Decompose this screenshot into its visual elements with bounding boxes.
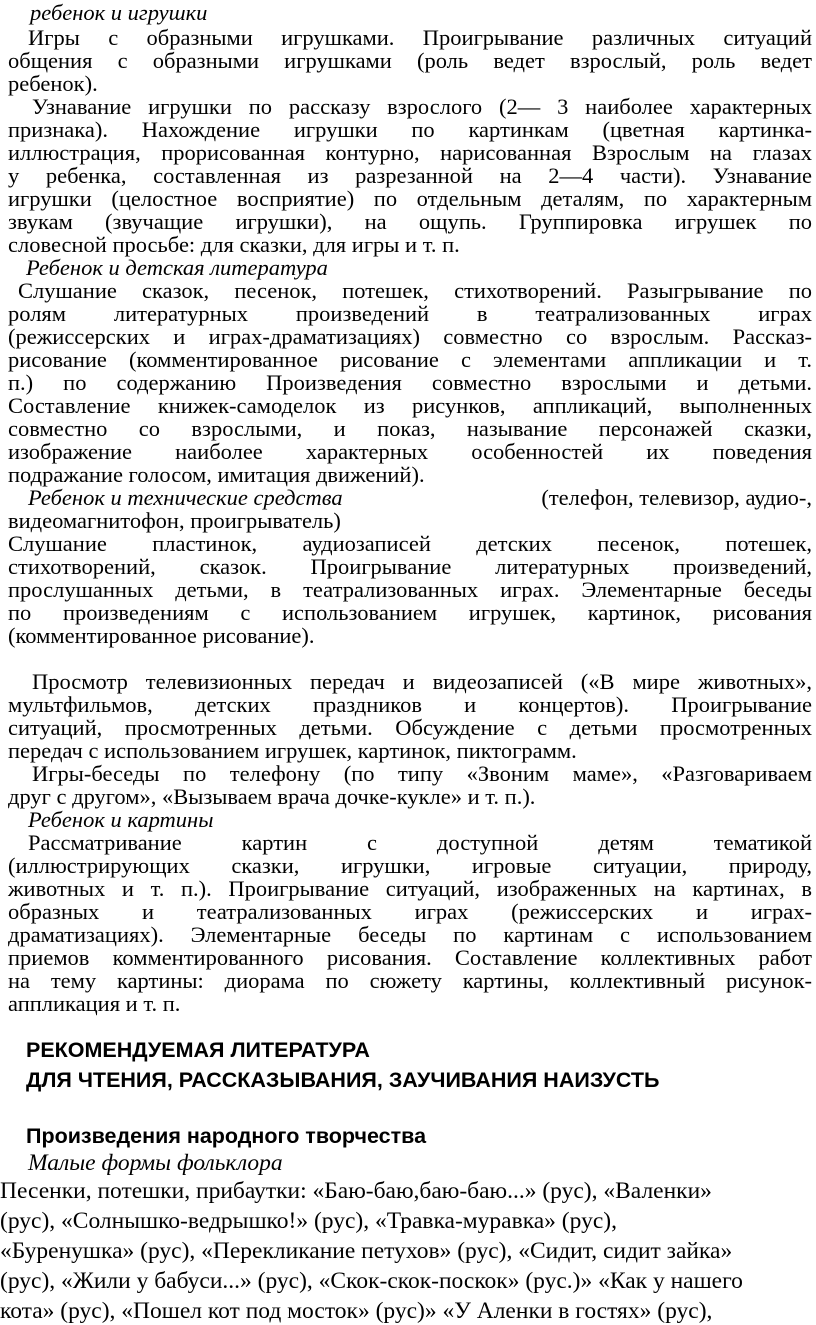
paragraph-line: ситуаций, просмотренных детьми. Обсуждение с детьми просмотренных [8,715,812,740]
paragraph-line: видеомагнитофон, проигрыватель) [8,508,341,533]
paragraph-line: образных и театрализованных играх (режиссерских и играх- [8,899,812,924]
paragraph-line: Слушание пластинок, аудиозаписей детских песенок, потешек, [8,531,812,556]
paragraph-line: иллюстрация, прорисованная контурно, нарисованная Взрослым на глазах [8,140,812,165]
paragraph-line: признака). Нахождение игрушки по картинкам (цветная картинка- [8,117,812,142]
paragraph-line: прослушанных детьми, в театрализованных играх. Элементарные беседы [8,577,812,602]
paragraph-line: Слушание сказок, песенок, потешек, стихотворений. Разыгрывание по [18,278,812,303]
paragraph-line: (иллюстрирующих сказки, игрушки, игровые ситуации, природу, [8,853,812,878]
paragraph-line: ребенок). [8,71,98,96]
paragraph-line: Игры-беседы по телефону (по типу «Звоним маме», «Разговариваем [32,761,812,786]
paragraph-line: Рассматривание картин с доступной детям тематикой [28,830,812,855]
section-heading-toys: ребенок и игрушки [30,0,208,25]
paragraph-line: друг с другом», «Вызываем врача дочке-кукле» и т. п.). [8,784,536,809]
paragraph-line: общения с образными игрушками (роль ведет взрослый, роль ведет [8,48,812,73]
paragraph-line: совместно со взрослыми, и показ, называние персонажей сказки, [8,416,812,441]
recommended-title-line1: РЕКОМЕНДУЕМАЯ ЛИТЕРАТУРА [26,1038,370,1062]
list-line: (рус), «Жили у бабуси...» (рус), «Скок-скок-поскок» (рус.)» «Как у нашего [0,1268,743,1294]
paragraph-line: изображение наиболее характерных особенностей их поведения [8,439,812,464]
paragraph-line: Просмотр телевизионных передач и видеозаписей («В мире животных», [32,669,812,694]
list-line: Песенки, потешки, прибаутки: «Баю-баю,баю-баю...» (рус), «Валенки» [0,1178,712,1204]
paragraph-line: рисование (комментированное рисование с элементами аппликации и т. [8,347,812,372]
recommended-title-line2: ДЛЯ ЧТЕНИЯ, РАССКАЗЫВАНИЯ, ЗАУЧИВАНИЯ НАИЗУСТЬ [26,1068,660,1092]
paragraph-line: п.) по содержанию Произведения совместно взрослыми и детьми. [8,370,812,395]
section-heading-row-technical [28,487,812,509]
paragraph-line: приемов комментированного рисования. Составление коллективных работ [8,945,812,970]
folk-heading: Малые формы фольклора [28,1150,283,1176]
section-heading-technical-tail: (телефон, телевизор, аудио-, [541,485,812,510]
paragraph-line: стихотворений, сказок. Проигрывание литературных произведений, [8,554,812,579]
paragraph-line: животных и т. п.). Проигрывание ситуаций, изображенных на картинах, в [8,876,812,901]
list-line: (рус), «Солнышко-ведрышко!» (рус), «Травка-муравка» (рус), [0,1208,617,1234]
list-line: кота» (рус), «Пошел кот под мосток» (рус)» «У Аленки в гостях» (рус), [0,1298,713,1324]
paragraph-line: у ребенка, составленная из разрезанной на 2—4 части). Узнавание [8,163,812,188]
paragraph-line: звукам (звучащие игрушки), на ощупь. Группировка игрушек по [8,209,812,234]
section-heading-technical: Ребенок и технические средства [28,485,343,510]
recommended-subtitle: Произведения народного творчества [26,1124,427,1148]
section-heading-literature: Ребенок и детская литература [26,255,328,280]
paragraph-line: по произведениям с использованием игрушек, картинок, рисования [8,600,812,625]
paragraph-line: на тему картины: диорама по сюжету картины, коллективный рисунок- [8,968,812,993]
paragraph-line: аппликация и т. п. [8,991,181,1016]
paragraph-line: (режиссерских и играх-драматизациях) совместно со взрослым. Рассказ- [8,324,812,349]
paragraph-line: драматизациях). Элементарные беседы по картинам с использованием [8,922,812,947]
paragraph-line: мультфильмов, детских праздников и концертов). Проигрывание [8,692,812,717]
paragraph-line: словесной просьбе: для сказки, для игры и т. п. [8,232,460,257]
paragraph-line: (комментированное рисование). [8,623,315,648]
paragraph-line: Узнавание игрушки по рассказу взрослого (2— 3 наиболее характерных [32,94,812,119]
paragraph-line: игрушки (целостное восприятие) по отдельным деталям, по характерным [8,186,812,211]
paragraph-line: передач с использованием игрушек, картинок, пиктограмм. [8,738,577,763]
list-line: «Буренушка» (рус), «Перекликание петухов» (рус), «Сидит, сидит зайка» [0,1238,733,1264]
section-heading-pictures: Ребенок и картины [28,807,214,832]
paragraph-line: ролям литературных произведений в театрализованных играх [8,301,812,326]
paragraph-line: Игры с образными игрушками. Проигрывание различных ситуаций [28,25,812,50]
paragraph-line: подражание голосом, имитация движений). [8,462,425,487]
paragraph-line: Составление книжек-самоделок из рисунков, аппликаций, выполненных [8,393,812,418]
